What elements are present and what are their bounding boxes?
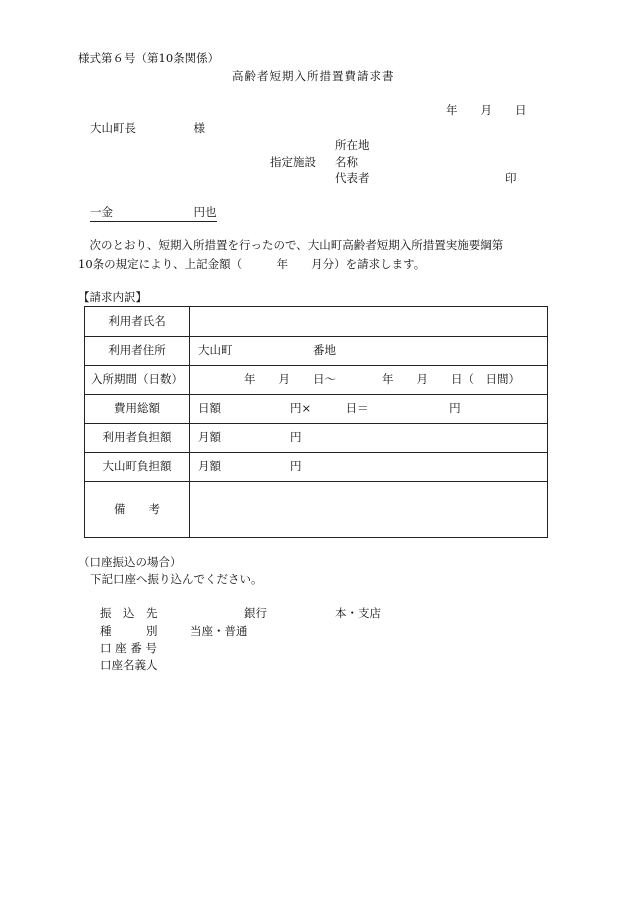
row-value: 日額 円× 日＝ 円 [190,395,548,424]
table-row [85,482,548,538]
date-line: 年 月 日 [446,103,527,117]
row-label: 利用者住所 [85,337,190,366]
row-label: 備 考 [85,482,190,538]
addressee: 大山町長 様 [90,121,205,135]
account-holder-label: 口座名義人 [100,658,158,672]
account-type-options: 当座・普通 [190,624,248,638]
row-label: 利用者負担額 [85,424,190,453]
table-row [85,337,548,366]
transfer-instruction: 下記口座へ振り込んでください。 [90,572,263,586]
table-row [85,395,548,424]
breakdown-table [84,306,548,538]
account-number-label: 口 座 番 号 [100,641,157,655]
bank-text: 銀行 [244,606,267,620]
row-value [190,482,548,538]
address-label: 所在地 [335,138,370,152]
table-row [85,366,548,395]
row-value: 月額 円 [190,453,548,482]
seal-mark: 印 [505,171,517,185]
representative-label: 代表者 [335,171,370,185]
table-row [85,453,548,482]
row-label: 入所期間（日数） [85,366,190,395]
row-value: 月額 円 [190,424,548,453]
name-label: 名称 [335,155,358,169]
breakdown-heading: 【請求内訳】 [78,290,147,304]
row-label: 大山町負担額 [85,453,190,482]
amount-line: 一金 円也 [90,207,217,222]
facility-label: 指定施設 [270,155,316,169]
body-line-2: 10条の規定により、上記金額（ 年 月分）を請求します。 [78,257,426,271]
row-label: 利用者氏名 [85,307,190,337]
form-number: 様式第６号（第10条関係） [78,51,220,65]
account-type-label: 種 別 [100,624,158,638]
form-title: 高齢者短期入所措置費請求書 [232,69,395,83]
branch-text: 本・支店 [335,606,381,620]
row-label: 費用総額 [85,395,190,424]
row-value [190,307,548,337]
transfer-heading: （口座振込の場合） [78,555,182,569]
table-row [85,307,548,337]
body-line-1: 次のとおり、短期入所措置を行ったので、大山町高齢者短期入所措置実施要綱第 [78,238,504,252]
row-value: 大山町 番地 [190,337,548,366]
row-value: 年 月 日～ 年 月 日（ 日間） [190,366,548,395]
transfer-destination-label: 振 込 先 [100,606,158,620]
table-row [85,424,548,453]
